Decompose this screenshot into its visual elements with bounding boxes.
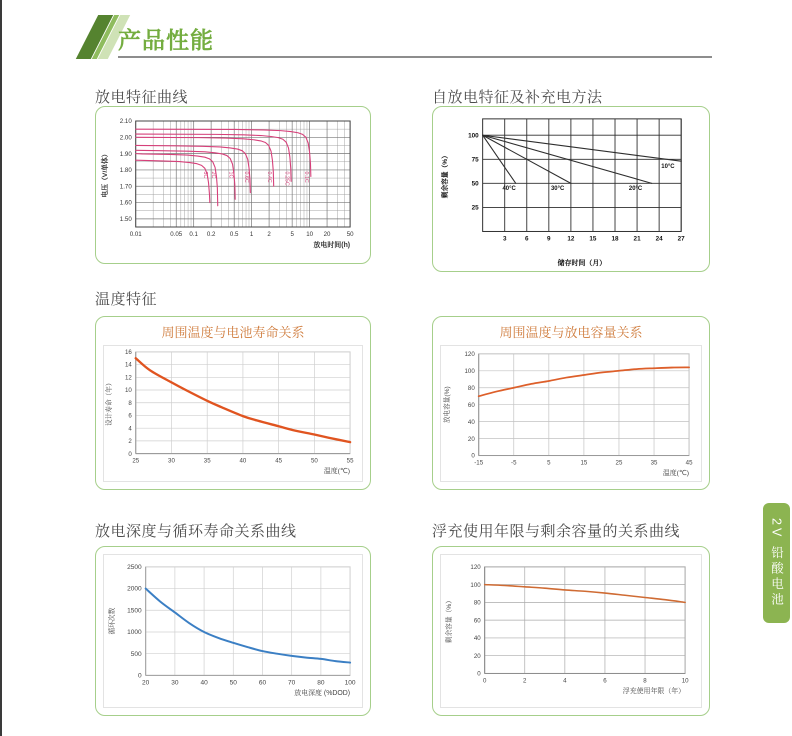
svg-text:50: 50 <box>346 230 354 239</box>
svg-text:6: 6 <box>603 677 607 685</box>
svg-text:16: 16 <box>124 349 132 357</box>
svg-text:10: 10 <box>681 677 689 685</box>
svg-text:25: 25 <box>132 457 140 465</box>
float-life-card <box>432 546 710 716</box>
svg-text:24: 24 <box>655 235 663 243</box>
self-discharge-chart <box>435 109 707 269</box>
temp-capacity-card <box>432 316 710 490</box>
svg-text:放电时间(h): 放电时间(h) <box>313 241 351 250</box>
svg-text:35: 35 <box>650 459 658 467</box>
discharge-curve-chart <box>98 109 368 261</box>
svg-text:15: 15 <box>580 459 588 467</box>
svg-text:4: 4 <box>128 425 132 433</box>
svg-text:40: 40 <box>473 635 481 643</box>
svg-text:35: 35 <box>203 457 211 465</box>
svg-text:40: 40 <box>467 418 475 426</box>
svg-text:浮充使用年限（年）: 浮充使用年限（年） <box>622 688 686 696</box>
svg-text:1.60: 1.60 <box>119 199 132 207</box>
svg-text:15: 15 <box>589 235 597 243</box>
svg-text:0: 0 <box>128 450 132 458</box>
svg-text:25: 25 <box>615 459 623 467</box>
svg-text:75: 75 <box>471 156 479 164</box>
chart-inner-title-temp-capacity: 周围温度与放电容量关系 <box>499 325 643 340</box>
svg-text:0.2: 0.2 <box>206 230 216 239</box>
section-title-temperature: 温度特征 <box>95 291 158 308</box>
svg-text:剩余容量（%）: 剩余容量（%） <box>441 152 449 199</box>
svg-text:设计寿命（年）: 设计寿命（年） <box>105 379 113 426</box>
svg-text:1.90: 1.90 <box>119 150 132 158</box>
dod-cycle-chart <box>103 554 363 708</box>
svg-text:500: 500 <box>130 650 142 658</box>
svg-text:80: 80 <box>317 679 325 687</box>
svg-text:60: 60 <box>258 679 267 687</box>
svg-text:10°C: 10°C <box>661 163 675 170</box>
temp-life-chart <box>103 345 363 482</box>
svg-text:20°C: 20°C <box>628 186 643 193</box>
svg-text:0.5: 0.5 <box>229 230 239 239</box>
svg-text:80: 80 <box>473 599 481 607</box>
svg-text:20: 20 <box>323 230 331 239</box>
svg-text:50: 50 <box>471 180 479 188</box>
svg-text:循环次数: 循环次数 <box>108 607 116 635</box>
svg-text:3C: 3C <box>202 171 209 179</box>
svg-text:3: 3 <box>502 235 507 243</box>
svg-text:40: 40 <box>239 457 247 465</box>
svg-text:8: 8 <box>643 677 647 685</box>
svg-text:100: 100 <box>468 132 479 140</box>
dod-cycle-card <box>95 546 371 716</box>
svg-text:0: 0 <box>482 677 487 685</box>
svg-text:放电深度 (%DOD): 放电深度 (%DOD) <box>294 690 351 698</box>
svg-text:18: 18 <box>611 235 619 243</box>
svg-text:25: 25 <box>471 204 479 212</box>
svg-text:10: 10 <box>124 387 132 395</box>
svg-text:2.10: 2.10 <box>119 118 132 126</box>
page-left-edge-line <box>0 0 2 736</box>
svg-text:1.50: 1.50 <box>119 216 132 224</box>
svg-text:-5: -5 <box>511 459 517 467</box>
svg-text:-15: -15 <box>474 459 484 467</box>
svg-text:45: 45 <box>685 459 693 467</box>
svg-text:放电容量(%): 放电容量(%) <box>443 386 451 424</box>
svg-text:9: 9 <box>547 235 551 243</box>
discharge-curve-card <box>95 106 371 264</box>
svg-text:21: 21 <box>633 235 641 243</box>
tab-label: 2V 铅酸电池 <box>769 518 784 608</box>
svg-text:温度(℃): 温度(℃) <box>323 468 351 476</box>
section-title-self-discharge: 自放电特征及补充电方法 <box>432 89 603 106</box>
svg-text:20: 20 <box>142 679 150 687</box>
svg-text:1.80: 1.80 <box>119 167 132 175</box>
svg-text:80: 80 <box>467 384 475 392</box>
svg-text:0.1: 0.1 <box>189 230 198 239</box>
tab-2v-lead-acid-battery[interactable] <box>763 503 790 623</box>
svg-text:2500: 2500 <box>127 564 142 572</box>
temp-capacity-chart <box>440 345 702 482</box>
svg-text:14: 14 <box>124 361 132 369</box>
svg-text:40°C: 40°C <box>502 186 516 193</box>
svg-text:60: 60 <box>473 617 481 625</box>
svg-text:储存时间（月）: 储存时间（月） <box>557 260 607 268</box>
svg-text:100: 100 <box>470 581 481 589</box>
svg-text:0: 0 <box>477 670 481 678</box>
chart-inner-title-temp-life: 周围温度与电池寿命关系 <box>161 325 305 340</box>
svg-text:20: 20 <box>467 435 475 443</box>
svg-text:5: 5 <box>547 459 551 467</box>
self-discharge-card <box>432 106 710 272</box>
svg-text:30°C: 30°C <box>550 186 565 193</box>
svg-text:0: 0 <box>471 452 475 460</box>
svg-text:1500: 1500 <box>127 607 142 615</box>
svg-text:5: 5 <box>290 230 294 239</box>
svg-text:100: 100 <box>464 367 475 375</box>
svg-text:6: 6 <box>128 412 132 420</box>
svg-text:2C: 2C <box>210 171 217 179</box>
svg-text:27: 27 <box>677 235 685 243</box>
svg-text:0.05: 0.05 <box>170 230 183 239</box>
svg-text:1: 1 <box>249 230 254 239</box>
svg-text:温度(℃): 温度(℃) <box>662 470 690 478</box>
svg-text:20: 20 <box>473 652 481 660</box>
svg-text:50: 50 <box>229 679 237 687</box>
svg-text:55: 55 <box>346 457 354 465</box>
svg-text:6: 6 <box>524 235 529 243</box>
svg-text:30: 30 <box>168 457 175 465</box>
section-title-dod-cycle: 放电深度与循环寿命关系曲线 <box>95 523 297 540</box>
header-underline <box>118 56 712 58</box>
svg-text:0: 0 <box>138 672 142 680</box>
section-title-float-life: 浮充使用年限与剩余容量的关系曲线 <box>432 523 681 540</box>
svg-text:50: 50 <box>310 457 318 465</box>
svg-text:0.4C: 0.4C <box>266 171 273 183</box>
svg-text:120: 120 <box>470 564 481 572</box>
svg-text:120: 120 <box>464 351 475 358</box>
svg-text:0.25C: 0.25C <box>283 171 290 186</box>
svg-text:0.1C: 0.1C <box>303 171 310 183</box>
svg-text:2000: 2000 <box>127 585 142 593</box>
svg-text:1C: 1C <box>227 171 234 179</box>
svg-text:4: 4 <box>563 677 567 685</box>
float-life-chart <box>440 554 702 708</box>
section-title-discharge: 放电特征曲线 <box>95 89 189 106</box>
svg-text:12: 12 <box>567 235 575 243</box>
svg-text:2.00: 2.00 <box>119 134 132 142</box>
svg-text:0.01: 0.01 <box>129 230 142 239</box>
svg-text:60: 60 <box>467 401 475 409</box>
svg-text:30: 30 <box>171 679 179 687</box>
svg-text:0.6C: 0.6C <box>242 171 249 183</box>
svg-text:12: 12 <box>124 374 132 382</box>
page-title: 产品性能 <box>118 27 214 53</box>
temp-life-card <box>95 316 371 490</box>
svg-text:70: 70 <box>288 679 296 687</box>
svg-text:1.70: 1.70 <box>119 183 132 191</box>
svg-text:10: 10 <box>306 230 314 239</box>
svg-text:2: 2 <box>128 438 132 446</box>
svg-text:40: 40 <box>200 679 208 687</box>
svg-text:45: 45 <box>275 457 283 465</box>
svg-text:2: 2 <box>267 230 271 239</box>
svg-text:1000: 1000 <box>127 629 142 637</box>
svg-text:100: 100 <box>344 679 356 687</box>
svg-text:剩余容量（%）: 剩余容量（%） <box>445 597 453 644</box>
svg-text:电压（V/单体）: 电压（V/单体） <box>101 150 109 198</box>
svg-text:8: 8 <box>128 399 132 407</box>
svg-text:2: 2 <box>523 677 527 685</box>
